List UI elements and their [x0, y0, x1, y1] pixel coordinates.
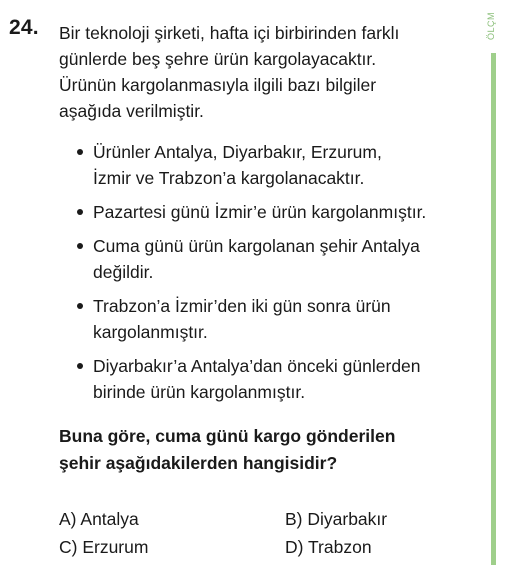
bullet-line: Diyarbakır’a Antalya’dan önceki günlerden: [93, 356, 421, 376]
prompt-line: şehir aşağıdakilerden hangisidir?: [59, 453, 338, 473]
info-bullet: [77, 233, 497, 285]
info-bullet-list: [77, 139, 497, 413]
question-number: 24.: [9, 16, 39, 39]
bullet-line: Trabzon’a İzmir’den iki gün sonra ürün: [93, 296, 391, 316]
margin-accent-bar: [491, 53, 496, 565]
side-section-label: ÖLÇM: [486, 11, 496, 40]
stem-line: Bir teknoloji şirketi, hafta içi birbirinden farklı: [59, 23, 400, 43]
bullet-line: Cuma günü ürün kargolanan şehir Antalya: [93, 236, 420, 256]
bullet-dot-icon: [77, 209, 83, 215]
option-b[interactable]: B) Diyarbakır: [285, 509, 388, 529]
info-bullet: [77, 199, 497, 225]
bullet-line: Ürünler Antalya, Diyarbakır, Erzurum,: [93, 142, 382, 162]
stem-line: Ürünün kargolanmasıyla ilgili bazı bilgiler: [59, 75, 377, 95]
bullet-dot-icon: [77, 149, 83, 155]
info-bullet: [77, 353, 497, 405]
bullet-dot-icon: [77, 363, 83, 369]
option-a[interactable]: A) Antalya: [59, 509, 139, 529]
bullet-line: değildir.: [93, 262, 154, 282]
bullet-line: Pazartesi günü İzmir’e ürün kargolanmıştır.: [93, 202, 427, 222]
prompt-line: Buna göre, cuma günü kargo gönderilen: [59, 426, 396, 446]
bullet-line: İzmir ve Trabzon’a kargolanacaktır.: [93, 168, 365, 188]
bullet-dot-icon: [77, 243, 83, 249]
stem-line: aşağıda verilmiştir.: [59, 101, 204, 121]
question-prompt: [59, 423, 479, 477]
question-stem: [59, 20, 479, 124]
bullet-line: birinde ürün kargolanmıştır.: [93, 382, 306, 402]
option-c[interactable]: C) Erzurum: [59, 537, 149, 557]
option-d[interactable]: D) Trabzon: [285, 537, 372, 557]
info-bullet: [77, 139, 497, 191]
stem-line: günlerde beş şehre ürün kargolayacaktır.: [59, 49, 377, 69]
bullet-line: kargolanmıştır.: [93, 322, 208, 342]
info-bullet: [77, 293, 497, 345]
bullet-dot-icon: [77, 303, 83, 309]
